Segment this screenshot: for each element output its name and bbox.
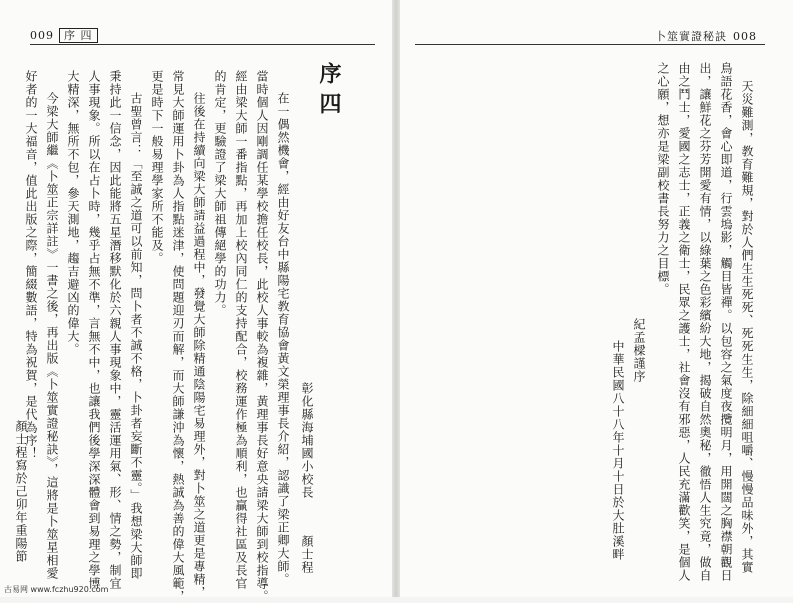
right-header-rule <box>415 44 765 45</box>
book-gutter <box>392 0 400 597</box>
left-header-rule <box>30 44 375 45</box>
right-page-number: 008 <box>733 29 757 43</box>
right-body-col: 之心願，想亦是梁副校書長努力之目標。 <box>656 62 670 296</box>
author-name: 顏士程 <box>300 535 314 574</box>
right-signature: 紀孟樑謹序 <box>632 318 646 383</box>
right-body-col: 鳥語花香，會心即道，行雲塢影，觸目皆禪。以包容之氣度夜攬明月，用開闊之胸襟朝觀日 <box>719 62 733 582</box>
left-body-col: 的肯定，更驗證了梁大師祖傳絕學的功力。 <box>213 70 227 317</box>
left-body-col: 往後在持續向梁大師請益過程中，發覺大師除精通陰陽宅易理外，對卜筮之道更是專精， <box>192 92 206 599</box>
page-title: 序四 <box>316 62 342 122</box>
left-body-col: 更是時下一般易理學家所不能及。 <box>150 70 164 265</box>
left-body-col: 在一偶然機會，經由好友台中縣陽宅教育協會黃文榮理事長介紹，認識了梁正卿大師。 <box>276 92 290 586</box>
left-body-col: 古聖曾言：「至誠之道可以前知，問卜者不誠不格，卜卦者妄斷不靈。」我想梁大師即 <box>129 92 143 580</box>
left-body-col: 今梁大師繼《卜筮正宗詳註》一書之後，再出版《卜筮實證秘訣》，這將是卜筮星相愛 <box>45 92 59 580</box>
closing-signature: 顏士程寫於己卯年重陽節 <box>14 420 28 563</box>
left-body-col: 大精深，無所不包，參天測地，趨吉避凶的偉大。 <box>66 70 80 356</box>
right-body-col: 由之鬥士，愛國之志士，正義之衛士，民眾之護士，社會沒有邪惡，人民充滿歡笑，是個人 <box>677 62 691 582</box>
right-header-title: 卜筮實證秘訣 <box>655 30 727 43</box>
footer-site: 古易网 www.fczhu920.com <box>4 585 109 594</box>
left-body-col: 好者的一大福音，值此出版之際，簡綴數語，特為祝賀，是代為序！ <box>24 70 38 460</box>
author-org: 彰化縣海埔國小校長 <box>300 382 314 499</box>
left-header-box: 序 四 <box>59 28 98 43</box>
right-header <box>655 28 757 44</box>
left-header <box>30 28 98 43</box>
left-body-col: 秉持此一信念，因此能將五星潛移默化於六親人事現象中，靈活運用氣、形、情之勢，制宜 <box>108 70 122 590</box>
right-page <box>398 0 793 597</box>
left-body-col: 常見大師運用卜卦為人指點迷津，使問題迎刃而解，而大師謙沖為懷，熱誠為善的偉大風範， <box>171 70 185 603</box>
left-body-col: 經由梁大師一番指點，再加上校內同仁的支持配合，校務運作極為順利，也贏得社區及長官 <box>234 70 248 590</box>
right-date: 中華民國八十八年十月十日於大肚溪畔 <box>611 340 625 561</box>
left-body-col: 人事現象。所以在占卜時，幾乎占無不準，言無不中，也讓我們後學深深體會到易理之學博 <box>87 70 101 590</box>
left-page-number: 009 <box>30 29 54 42</box>
right-body-col: 出，讓鮮花之芬芳開愛有情，以綠葉之色彩繽紛大地，揭破自然奧秘，徹悟人生究竟，做自 <box>698 62 712 582</box>
right-body-col: 天災難測，教育難規，對於人們生生死死、死死生生，除細細咀嚼、慢慢品味外，其實 <box>740 80 754 574</box>
left-body-col: 當時個人因剛調任某學校擔任校長，此校人事較為複雜，黃理事長好意央請梁大師到校指導。 <box>255 70 269 603</box>
